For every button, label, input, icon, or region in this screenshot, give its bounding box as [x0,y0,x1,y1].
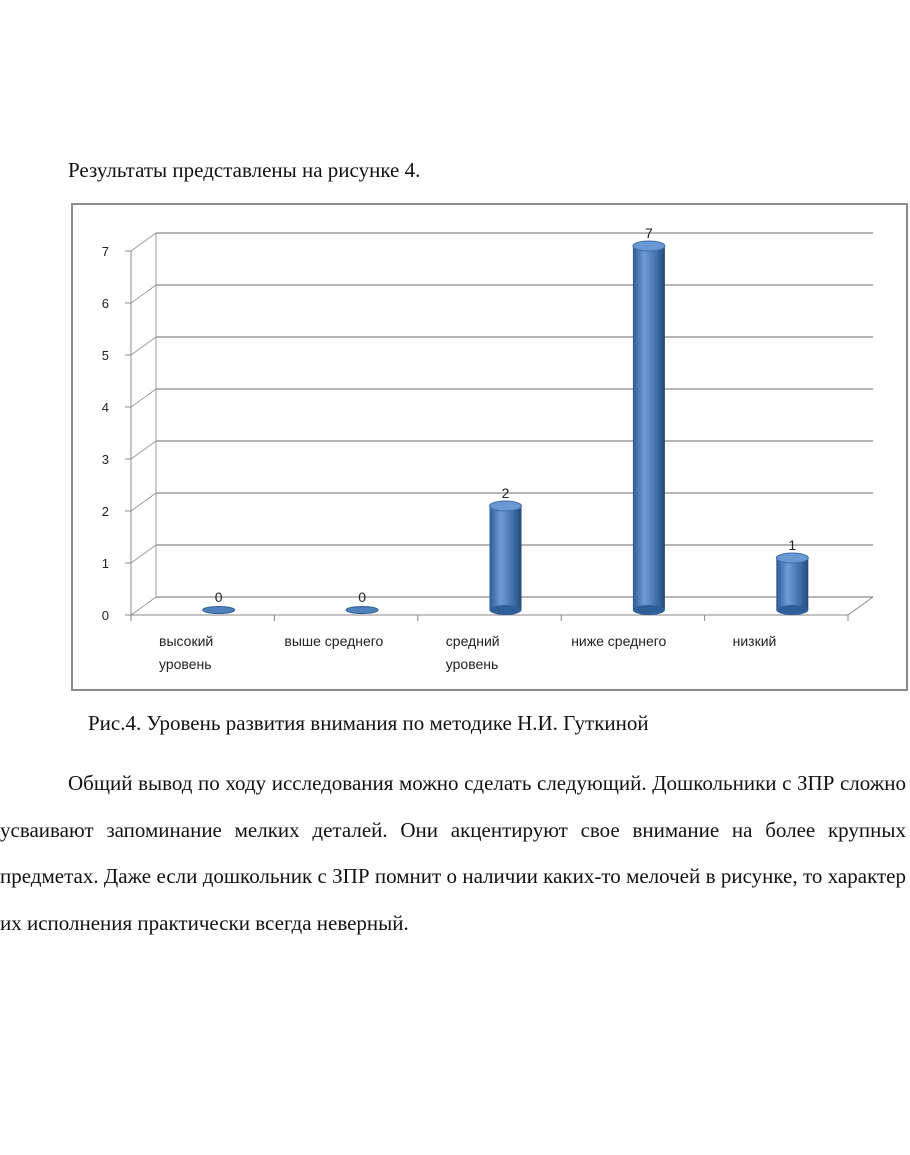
data-label: 1 [788,537,797,553]
bar-base [633,605,665,615]
bar-zero [346,607,378,614]
x-tick-label: средний [445,633,500,649]
data-label: 2 [501,485,510,501]
conclusion-paragraph: Общий вывод по ходу исследования можно сделать следующий. Дошкольники с ЗПР сложно усваивают запоминание мелких деталей. Они акцентируют свое внимание на более крупных предметах. Даже если дошкольник с ЗПР помнит о наличии каких-то мелочей в рисунке, то характер их исполнения практически всегда неверный. [0,771,906,935]
y-tick-label: 5 [101,348,109,363]
bar-base [490,605,522,615]
data-label: 7 [645,225,653,241]
gridline-diagonal [131,285,156,303]
floor-edge [848,597,873,615]
y-tick-label: 0 [101,608,109,623]
y-tick-label: 6 [101,296,109,311]
gridline-diagonal [131,441,156,459]
y-tick-label: 2 [101,504,109,519]
gridline-diagonal [131,597,156,615]
data-label: 0 [214,589,223,605]
gridline-diagonal [131,233,156,251]
intro-text: Результаты представлены на рисунке 4. [68,158,421,182]
y-tick-label: 1 [101,556,109,571]
bar-top [633,241,665,251]
x-tick-label: уровень [159,656,212,672]
gridline-diagonal [131,545,156,563]
bar [776,558,808,610]
gridline-diagonal [131,493,156,511]
data-label: 0 [358,589,366,605]
x-tick-label: низкий [732,633,777,649]
y-tick-label: 3 [101,452,109,467]
x-tick-label: уровень [445,656,499,672]
gridline-diagonal [131,389,156,407]
y-tick-label: 7 [101,244,109,259]
figure-caption: Рис.4. Уровень развития внимания по методике Н.И. Гуткиной [88,711,649,735]
bar-zero [203,607,235,614]
x-tick-label: выше среднего [284,633,384,649]
bar-chart [71,203,908,691]
bar [633,246,665,610]
bar-top [776,553,808,563]
bar [490,506,522,610]
x-tick-label: ниже среднего [571,633,667,649]
x-tick-label: высокий [159,633,214,649]
chart-canvas [73,205,906,689]
bar-top [490,501,522,511]
gridline-diagonal [131,337,156,355]
bar-base [776,605,808,615]
y-tick-label: 4 [101,400,109,415]
